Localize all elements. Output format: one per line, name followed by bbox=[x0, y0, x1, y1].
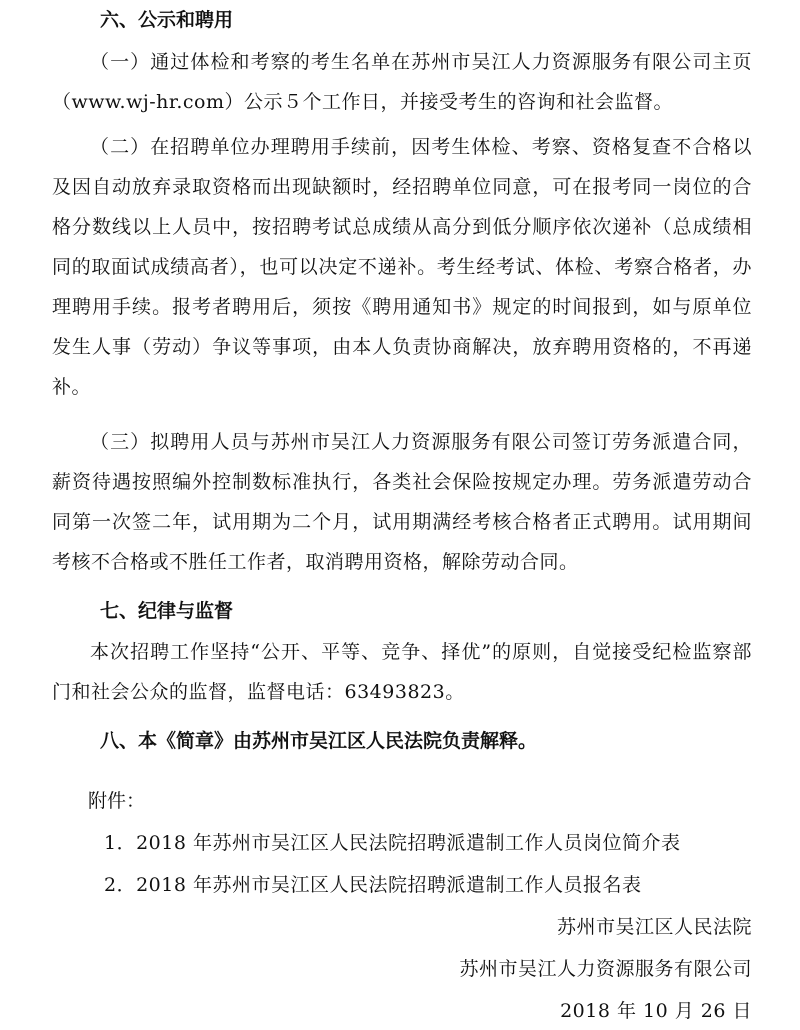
section-six-paragraph-1: （一）通过体检和考察的考生名单在苏州市吴江人力资源服务有限公司主页（www.wj-hr.com）公示５个工作日，并接受考生的咨询和社会监督。 bbox=[52, 51, 752, 113]
section-six-heading: 六、公示和聘用 bbox=[100, 9, 234, 31]
attachments-label: 附件： bbox=[88, 790, 146, 812]
section-six-paragraph-3: （三）拟聘用人员与苏州市吴江人力资源服务有限公司签订劳务派遣合同，薪资待遇按照编外控制数标准执行，各类社会保险按规定办理。劳务派遣劳动合同第一次签二年，试用期为二个月，试用期满经考核合格者正式聘用。试用期间考核不合格或不胜任工作者，取消聘用资格，解除劳动合同。 bbox=[52, 431, 752, 573]
section-six-paragraph-2: （二）在招聘单位办理聘用手续前，因考生体检、考察、资格复查不合格以及因自动放弃录取资格而出现缺额时，经招聘单位同意，可在报考同一岗位的合格分数线以上人员中，按招聘考试总成绩从高分到低分顺序依次递补（总成绩相同的取面试成绩高者），也可以决定不递补。考生经考试、体检、考察合格者，办理聘用手续。报考者聘用后，须按《聘用通知书》规定的时间报到，如与原单位发生人事（劳动）争议等事项，由本人负责协商解决，放弃聘用资格的，不再递补。 bbox=[52, 136, 752, 398]
attachment-item-1: 1．2018 年苏州市吴江区人民法院招聘派遣制工作人员岗位简介表 bbox=[104, 832, 681, 854]
section-seven-paragraph-1: 本次招聘工作坚持“公开、平等、竞争、择优”的原则，自觉接受纪检监察部门和社会公众的监督，监督电话：63493823。 bbox=[52, 641, 752, 703]
section-eight-heading: 八、本《简章》由苏州市吴江区人民法院负责解释。 bbox=[100, 730, 538, 752]
attachment-item-2: 2．2018 年苏州市吴江区人民法院招聘派遣制工作人员报名表 bbox=[104, 874, 642, 896]
section-seven-heading: 七、纪律与监督 bbox=[100, 600, 234, 622]
signature-date: 2018 年 10 月 26 日 bbox=[560, 1000, 752, 1022]
signature-org-hr-company: 苏州市吴江人力资源服务有限公司 bbox=[459, 958, 752, 980]
signature-org-court: 苏州市吴江区人民法院 bbox=[556, 916, 752, 938]
